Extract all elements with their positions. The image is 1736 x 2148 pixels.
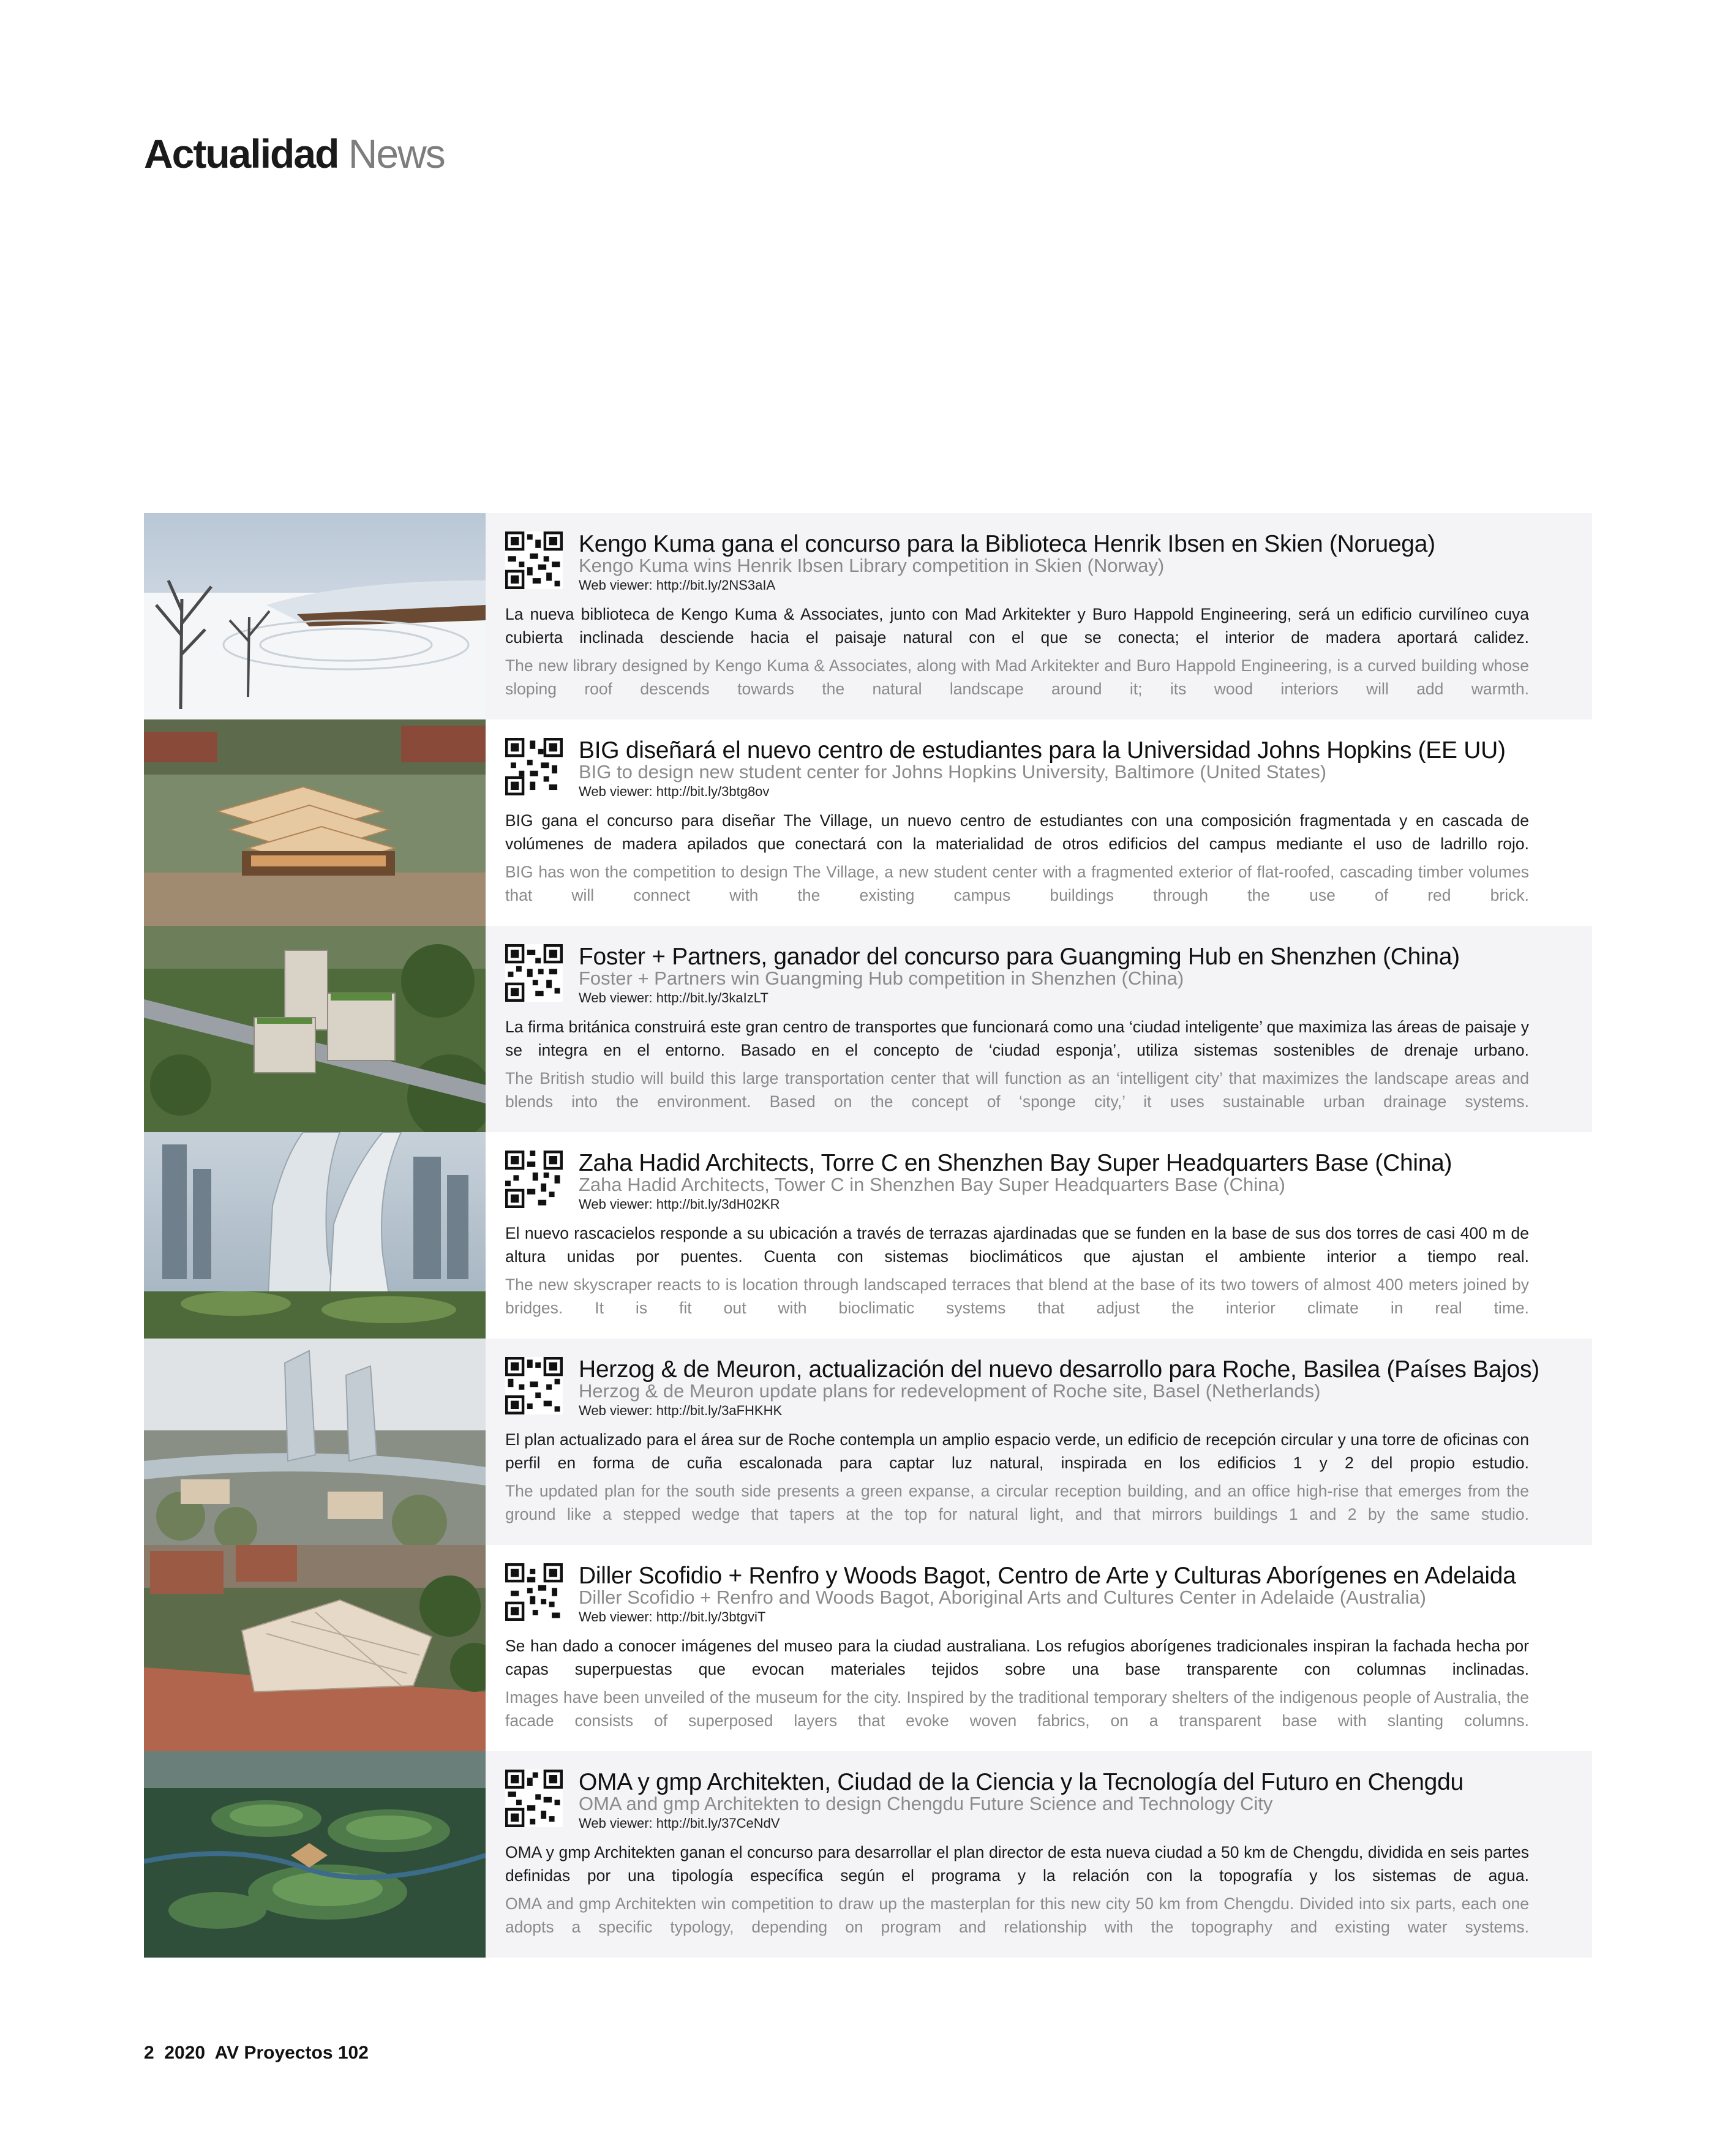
body-spanish: La firma británica construirá este gran centro de transportes que funcionará como una ‘ciudad inteligente’ que maximiza las áreas de paisaje y se integra en el entorno. Basado en el concepto de ‘ciudad esponja’, utiliza sistemas sostenibles de drenaje urbano. bbox=[505, 1018, 1529, 1059]
news-list bbox=[144, 513, 1592, 1958]
web-link[interactable]: Web viewer: http://bit.ly/2NS3aIA bbox=[579, 577, 776, 593]
body-spanish: OMA y gmp Architekten ganan el concurso para desarrollar el plan director de esta nueva ciudad a 50 km de Chengdu, dividida en seis partes definidas por una tipología específica según el programa y la relación con la topografía y los sistemas de agua. bbox=[505, 1843, 1529, 1885]
news-image bbox=[144, 926, 486, 1132]
body-spanish: El plan actualizado para el área sur de Roche contempla un amplio espacio verde, un edificio de recepción circular y una torre de oficinas con perfil en forma de cuña escalonada para captar luz natural, inspirada en los edificios 1 y 2 del propio estudio. bbox=[505, 1430, 1529, 1472]
page-footer bbox=[144, 2043, 369, 2064]
web-link[interactable]: Web viewer: http://bit.ly/3aFHKHK bbox=[579, 1403, 783, 1418]
footer-year: 2020 bbox=[164, 2043, 206, 2063]
news-item bbox=[144, 1545, 1592, 1751]
body-spanish: Se han dado a conocer imágenes del museo para la ciudad australiana. Los refugios aborígenes tradicionales inspiran la fachada hecha por capas superpuestas que evocan materiales tejidos sobre una base transparente con columnas inclinadas. bbox=[505, 1637, 1529, 1678]
title-english: OMA and gmp Architekten to design Chengdu Future Science and Technology City bbox=[579, 1793, 1273, 1814]
news-item bbox=[144, 1751, 1592, 1958]
web-link[interactable]: Web viewer: http://bit.ly/3dH02KR bbox=[579, 1196, 780, 1212]
body-spanish: BIG gana el concurso para diseñar The Village, un nuevo centro de estudiantes con una composición fragmentada y en cascada de volúmenes de madera apilados que conectará con la materialidad de otros edificios del campus mediante el uso de ladrillo rojo. bbox=[505, 811, 1529, 853]
heading-english: News bbox=[348, 131, 445, 176]
title-spanish: BIG diseñará el nuevo centro de estudiantes para la Universidad Johns Hopkins (EE UU) bbox=[579, 737, 1506, 764]
heading-spanish: Actualidad bbox=[144, 131, 339, 176]
news-item bbox=[144, 1132, 1592, 1339]
body-spanish: El nuevo rascacielos responde a su ubicación a través de terrazas ajardinadas que se funden en la base de sus dos torres de casi 400 m de altura unidas por puentes. Cuenta con sistemas bioclimáticos que ajustan el ambiente interior a tiempo real. bbox=[505, 1224, 1529, 1266]
web-link[interactable]: Web viewer: http://bit.ly/3btgviT bbox=[579, 1609, 766, 1624]
web-link[interactable]: Web viewer: http://bit.ly/3btg8ov bbox=[579, 784, 770, 799]
news-item bbox=[144, 513, 1592, 719]
qr-code-icon bbox=[505, 1563, 563, 1621]
news-image bbox=[144, 1751, 486, 1958]
qr-code-icon bbox=[505, 1357, 563, 1414]
body-english: The new skyscraper reacts to is location through landscaped terraces that blend at the base of its two towers of almost 400 meters joined by bridges. It is fit out with bioclimatic systems that adjust the interior climate in real time. bbox=[505, 1275, 1529, 1317]
qr-code-icon bbox=[505, 1770, 563, 1827]
news-image bbox=[144, 1339, 486, 1545]
title-spanish: Herzog & de Meuron, actualización del nuevo desarrollo para Roche, Basilea (Países Bajos) bbox=[579, 1356, 1539, 1383]
qr-code-icon bbox=[505, 738, 563, 795]
news-image bbox=[144, 719, 486, 926]
news-image bbox=[144, 513, 486, 719]
body-english: OMA and gmp Architekten win competition to draw up the masterplan for this new city 50 km from Chengdu. Divided into six parts, each one adopts a specific typology, depending on program and relationship with the topography and existing water systems. bbox=[505, 1895, 1529, 1936]
title-spanish: OMA y gmp Architekten, Ciudad de la Ciencia y la Tecnología del Futuro en Chengdu bbox=[579, 1769, 1464, 1795]
title-english: Zaha Hadid Architects, Tower C in Shenzhen Bay Super Headquarters Base (China) bbox=[579, 1174, 1285, 1195]
qr-code-icon bbox=[505, 531, 563, 589]
news-item bbox=[144, 719, 1592, 926]
body-english: The British studio will build this large transportation center that will function as an ‘intelligent city’ that maximizes the landscape areas and blends into the environment. Based on the concept of ‘sponge city,’ it uses sustainable urban drainage systems. bbox=[505, 1069, 1529, 1111]
title-english: Kengo Kuma wins Henrik Ibsen Library competition in Skien (Norway) bbox=[579, 555, 1165, 576]
title-spanish: Zaha Hadid Architects, Torre C en Shenzhen Bay Super Headquarters Base (China) bbox=[579, 1150, 1452, 1176]
news-image bbox=[144, 1132, 486, 1339]
section-heading bbox=[144, 133, 445, 174]
page-number: 2 bbox=[144, 2043, 154, 2063]
title-english: Herzog & de Meuron update plans for redevelopment of Roche site, Basel (Netherlands) bbox=[579, 1380, 1321, 1402]
qr-code-icon bbox=[505, 1151, 563, 1208]
body-english: The new library designed by Kengo Kuma & Associates, along with Mad Arkitekter and Buro Happold Engineering, is a curved building whose sloping roof descends towards the natural landscape around it; its wood interiors will add warmth. bbox=[505, 656, 1529, 698]
news-item bbox=[144, 1339, 1592, 1545]
body-spanish: La nueva biblioteca de Kengo Kuma & Associates, junto con Mad Arkitekter y Buro Happold Engineering, será un edificio curvilíneo cuya cubierta inclinada desciende hacia el paisaje natural con el que se conecta; el interior de madera aportará calidez. bbox=[505, 605, 1529, 647]
body-english: Images have been unveiled of the museum for the city. Inspired by the traditional temporary shelters of the indigenous people of Australia, the facade consists of superposed layers that evoke woven fabrics, on a transparent base with slanting columns. bbox=[505, 1688, 1529, 1730]
news-image bbox=[144, 1545, 486, 1751]
body-english: The updated plan for the south side presents a green expanse, a circular reception building, and an office high-rise that emerges from the ground like a stepped wedge that tapers at the top for natural light, and that mirrors buildings 1 and 2 by the same studio. bbox=[505, 1482, 1529, 1523]
footer-magazine: AV Proyectos 102 bbox=[214, 2043, 369, 2063]
title-spanish: Kengo Kuma gana el concurso para la Biblioteca Henrik Ibsen en Skien (Noruega) bbox=[579, 531, 1435, 557]
title-spanish: Foster + Partners, ganador del concurso para Guangming Hub en Shenzhen (China) bbox=[579, 944, 1460, 970]
body-english: BIG has won the competition to design The Village, a new student center with a fragmented exterior of flat-roofed, cascading timber volumes that will connect with the existing campus buildings through the use of red brick. bbox=[505, 863, 1529, 904]
qr-code-icon bbox=[505, 944, 563, 1002]
web-link[interactable]: Web viewer: http://bit.ly/37CeNdV bbox=[579, 1816, 780, 1831]
title-english: Diller Scofidio + Renfro and Woods Bagot, Aboriginal Arts and Cultures Center in Adelaide (Australia) bbox=[579, 1587, 1426, 1608]
title-english: BIG to design new student center for Johns Hopkins University, Baltimore (United States) bbox=[579, 761, 1327, 783]
news-item bbox=[144, 926, 1592, 1132]
title-english: Foster + Partners win Guangming Hub competition in Shenzhen (China) bbox=[579, 967, 1184, 989]
title-spanish: Diller Scofidio + Renfro y Woods Bagot, Centro de Arte y Culturas Aborígenes en Adelaida bbox=[579, 1563, 1516, 1589]
web-link[interactable]: Web viewer: http://bit.ly/3kaIzLT bbox=[579, 990, 768, 1005]
